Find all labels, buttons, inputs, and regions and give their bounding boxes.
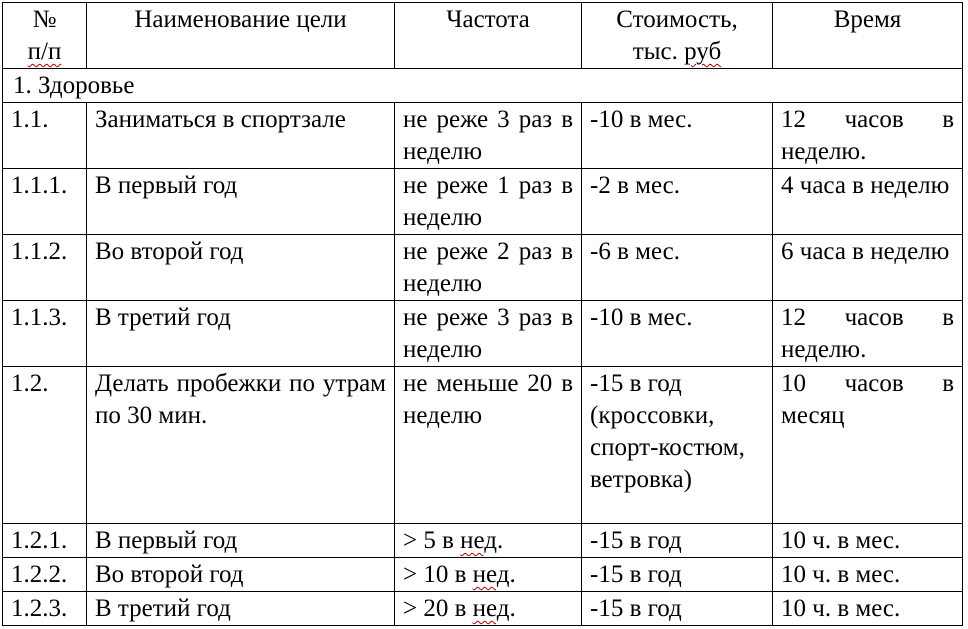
row-name: В первый год [87,169,395,235]
row-time: 4 часа в неделю [773,169,963,235]
row-name: Делать пробежки по утрам по 30 мин. [87,367,395,524]
row-time: 10 ч. в мес. [773,592,963,626]
header-cost-line1: Стоимость, [616,6,738,33]
header-time: Время [773,3,963,69]
row-cost: -15 в год [582,558,773,592]
row-num: 1.2. [3,367,87,524]
row-frequency [395,592,582,626]
table-row [3,235,963,301]
row-cost: -10 в мес. [582,301,773,367]
row-frequency-c: . [509,595,516,622]
row-num: 1.1.2. [3,235,87,301]
row-frequency-b: нед [472,561,510,588]
row-name: В третий год [87,592,395,626]
header-num-line2: п/п [27,38,62,65]
row-name: Во второй год [87,558,395,592]
table-row [3,524,963,558]
row-frequency: не меньше 20 в неделю [395,367,582,524]
header-cost-line2a: тыс. [632,38,685,65]
section-row [3,69,963,103]
table-row [3,103,963,169]
row-frequency: не реже 2 раз в неделю [395,235,582,301]
row-frequency-a: > 5 в [403,527,461,554]
row-frequency: не реже 1 раз в неделю [395,169,582,235]
row-cost: -15 в год [582,592,773,626]
row-frequency-c: . [509,561,516,588]
row-num: 1.2.3. [3,592,87,626]
table-row [3,592,963,626]
table-row [3,558,963,592]
row-frequency-b: нед [472,595,510,622]
row-time: 6 часа в неделю [773,235,963,301]
row-frequency: не реже 3 раз в неделю [395,301,582,367]
table-row [3,169,963,235]
row-num: 1.1. [3,103,87,169]
row-time: 12 часов в неделю. [773,301,963,367]
row-frequency-a: > 20 в [403,595,473,622]
row-time: 10 ч. в мес. [773,524,963,558]
header-cost-line2b: руб [684,38,722,65]
row-frequency: не реже 3 раз в неделю [395,103,582,169]
header-num-line1: № [32,6,57,33]
row-num: 1.1.1. [3,169,87,235]
row-num: 1.1.3. [3,301,87,367]
row-name: Во второй год [87,235,395,301]
header-row [3,3,963,69]
row-name: В третий год [87,301,395,367]
header-num [3,3,87,69]
row-cost: -6 в мес. [582,235,773,301]
row-frequency [395,558,582,592]
row-time: 12 часов в неделю. [773,103,963,169]
row-frequency-c: . [497,527,504,554]
row-cost: -15 в год [582,524,773,558]
row-num: 1.2.1. [3,524,87,558]
row-cost: -10 в мес. [582,103,773,169]
row-frequency [395,524,582,558]
row-cost: -15 в год (кроссовки, спорт-костюм, ветровка) [582,367,773,524]
row-frequency-b: нед [460,527,498,554]
row-num: 1.2.2. [3,558,87,592]
header-cost [582,3,773,69]
row-time: 10 ч. в мес. [773,558,963,592]
row-time: 10 часов в месяц [773,367,963,524]
row-name: В первый год [87,524,395,558]
row-cost: -2 в мес. [582,169,773,235]
row-name: Заниматься в спортзале [87,103,395,169]
header-frequency: Частота [395,3,582,69]
table-row [3,301,963,367]
table-row [3,367,963,524]
header-name: Наименование цели [87,3,395,69]
goals-table [2,2,963,626]
section-title: 1. Здоровье [3,69,963,103]
row-frequency-a: > 10 в [403,561,473,588]
